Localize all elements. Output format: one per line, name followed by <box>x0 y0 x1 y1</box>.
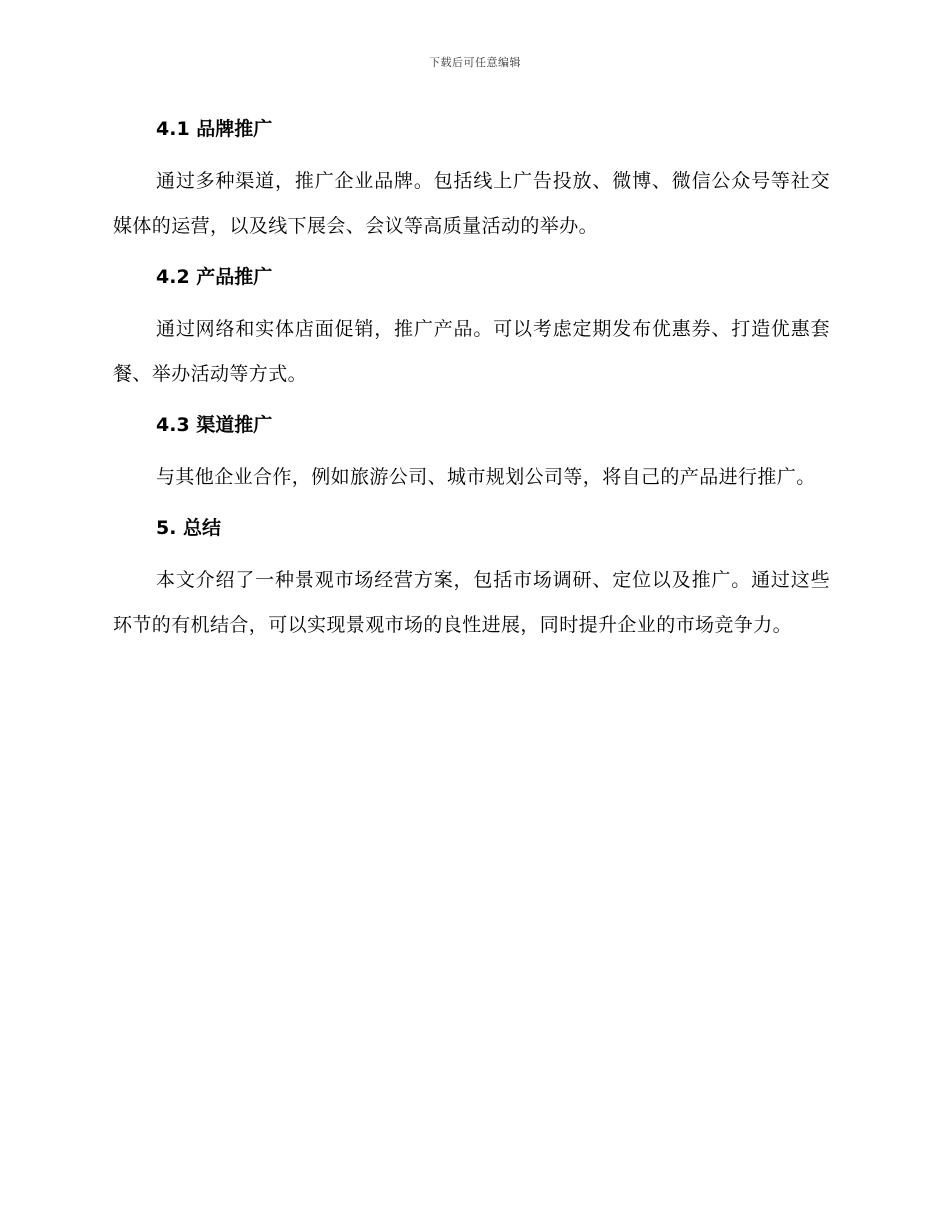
section-paragraph-4-2: 通过网络和实体店面促销，推广产品。可以考虑定期发布优惠券、打造优惠套餐、举办活动等方式。 <box>113 318 830 385</box>
section-heading-4-3: 4.3 渠道推广 <box>156 414 273 436</box>
section-paragraph-4-3: 与其他企业合作，例如旅游公司、城市规划公司等，将自己的产品进行推广。 <box>156 466 816 488</box>
section-paragraph-4-1: 通过多种渠道，推广企业品牌。包括线上广告投放、微博、微信公众号等社交媒体的运营，以及线下展会、会议等高质量活动的举办。 <box>113 170 830 237</box>
header-note: 下载后可任意编辑 <box>429 56 521 69</box>
section-paragraph-5: 本文介绍了一种景观市场经营方案，包括市场调研、定位以及推广。通过这些环节的有机结合，可以实现景观市场的良性进展，同时提升企业的市场竞争力。 <box>113 569 830 636</box>
section-heading-4-1: 4.1 品牌推广 <box>156 118 273 140</box>
section-heading-4-2: 4.2 产品推广 <box>156 266 273 288</box>
section-heading-5: 5. 总结 <box>156 517 222 539</box>
document-content <box>113 112 830 659</box>
